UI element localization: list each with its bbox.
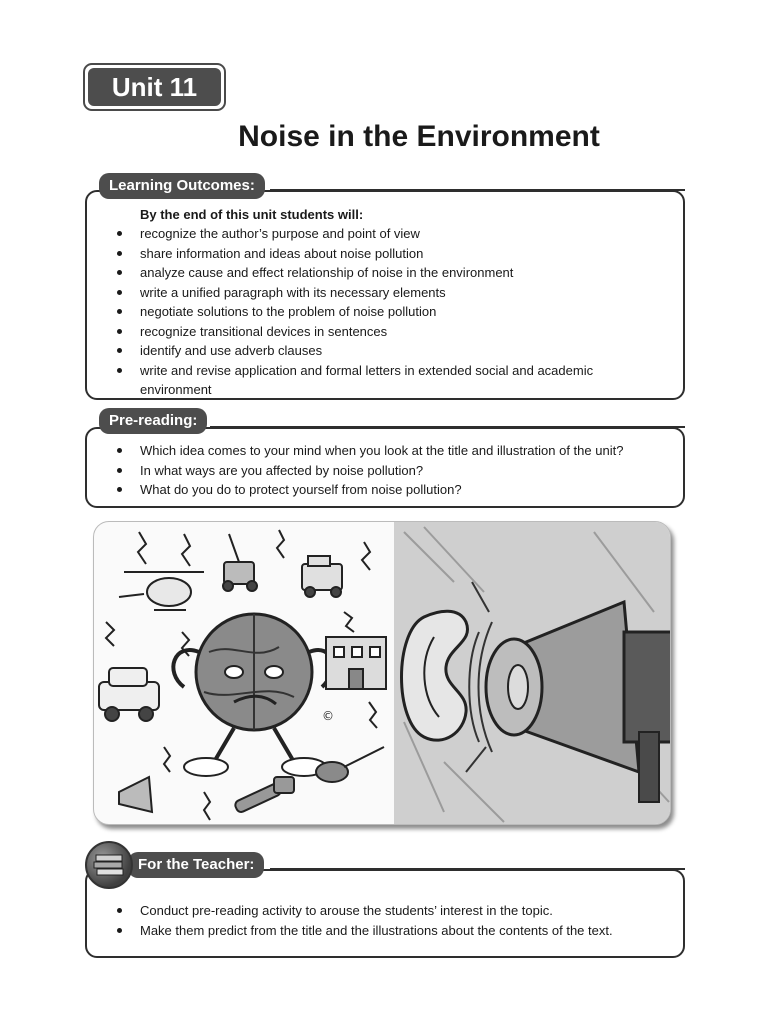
- learning-outcomes-box: [85, 190, 685, 400]
- list-item: negotiate solutions to the problem of noise pollution: [113, 302, 663, 322]
- building-icon: [326, 637, 386, 689]
- list-item: write a unified paragraph with its necessary elements: [113, 283, 663, 303]
- tab-divider: [270, 189, 685, 191]
- list-item: share information and ideas about noise pollution: [113, 244, 663, 264]
- learning-outcomes-intro: By the end of this unit students will:: [140, 207, 364, 222]
- list-item: Which idea comes to your mind when you look at the title and illustration of the unit?: [113, 441, 673, 461]
- unit-badge: [83, 63, 226, 111]
- chainsaw-icon: [234, 777, 294, 814]
- small-megaphone-icon: [119, 777, 152, 812]
- for-teacher-list: [113, 901, 673, 940]
- for-teacher-heading: For the Teacher:: [128, 852, 264, 878]
- pre-reading-box: [85, 427, 685, 508]
- guitar-icon: [316, 747, 384, 782]
- for-teacher-box: [85, 869, 685, 958]
- books-icon: [85, 841, 133, 889]
- list-item: recognize transitional devices in sentences: [113, 322, 663, 342]
- pre-reading-heading: Pre-reading:: [99, 408, 207, 434]
- list-item: Make them predict from the title and the illustrations about the contents of the text.: [113, 921, 673, 941]
- globe-icon: [173, 614, 332, 776]
- learning-outcomes-list: [113, 224, 663, 400]
- list-item: In what ways are you affected by noise pollution?: [113, 461, 673, 481]
- list-item: recognize the author’s purpose and point of view: [113, 224, 663, 244]
- pre-reading-list: [113, 441, 673, 500]
- list-item: identify and use adverb clauses: [113, 341, 663, 361]
- lawnmower-icon: [223, 534, 257, 591]
- tab-divider: [210, 426, 685, 428]
- list-item: write and revise application and formal letters in extended social and academic environment: [113, 361, 663, 400]
- helicopter-icon: [119, 572, 204, 610]
- truck-icon: [302, 556, 342, 597]
- page-title: Noise in the Environment: [238, 120, 600, 153]
- tab-divider: [270, 868, 685, 870]
- noise-illustration: [93, 521, 671, 825]
- learning-outcomes-heading: Learning Outcomes:: [99, 173, 265, 199]
- unit-label: Unit 11: [88, 68, 221, 106]
- car-icon: [99, 668, 159, 721]
- list-item: analyze cause and effect relationship of noise in the environment: [113, 263, 663, 283]
- illustration-svg: [94, 522, 671, 825]
- list-item: Conduct pre-reading activity to arouse the students’ interest in the topic.: [113, 901, 673, 921]
- copyright-mark: ©: [322, 709, 334, 723]
- list-item: What do you do to protect yourself from noise pollution?: [113, 480, 673, 500]
